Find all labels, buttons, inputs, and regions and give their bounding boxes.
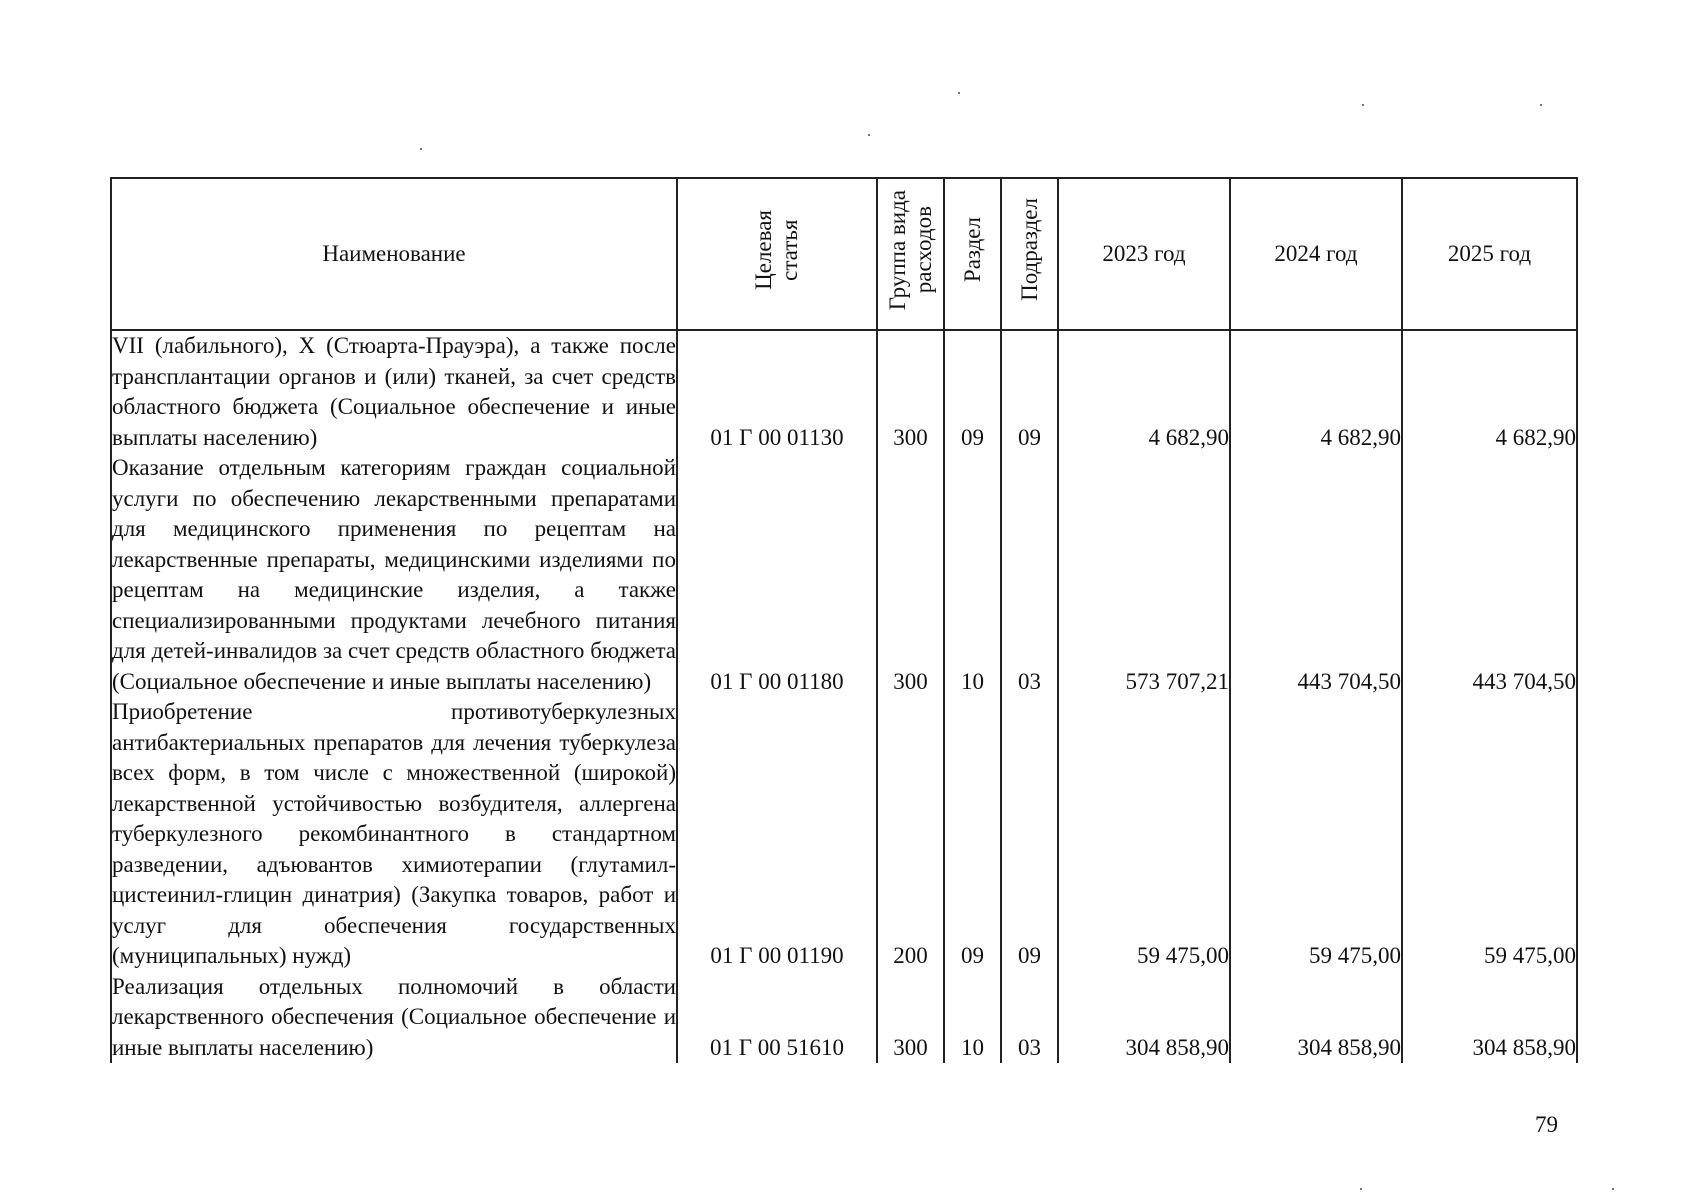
row-group: 300	[877, 330, 944, 453]
row-section: 09	[944, 330, 1001, 453]
header-2023: 2023 год	[1058, 178, 1230, 330]
scan-speck	[868, 134, 870, 136]
header-group: Группа вида расходов	[877, 178, 944, 330]
table-row	[111, 330, 1577, 453]
header-target: Целевая статья	[677, 178, 877, 330]
row-target: 01 Г 00 01130	[677, 330, 877, 453]
row-section: 10	[944, 972, 1001, 1064]
row-2023: 59 475,00	[1058, 697, 1230, 972]
row-name: Реализация отдельных полномочий в области лекарственного обеспечения (Социальное обеспечение и иные выплаты населению)	[111, 972, 677, 1064]
row-section: 10	[944, 453, 1001, 697]
row-2024: 304 858,90	[1230, 972, 1402, 1064]
row-target: 01 Г 00 01180	[677, 453, 877, 697]
row-2024: 59 475,00	[1230, 697, 1402, 972]
scan-speck	[958, 92, 960, 94]
header-2025: 2025 год	[1402, 178, 1577, 330]
row-2023: 4 682,90	[1058, 330, 1230, 453]
row-group: 300	[877, 972, 944, 1064]
row-2024: 443 704,50	[1230, 453, 1402, 697]
row-group: 200	[877, 697, 944, 972]
table-row	[111, 453, 1577, 697]
row-2023: 304 858,90	[1058, 972, 1230, 1064]
row-2025: 304 858,90	[1402, 972, 1577, 1064]
row-target: 01 Г 00 01190	[677, 697, 877, 972]
row-2025: 59 475,00	[1402, 697, 1577, 972]
scan-speck	[1360, 1188, 1362, 1190]
scan-speck	[420, 148, 422, 150]
row-subsection: 09	[1001, 330, 1058, 453]
row-subsection: 03	[1001, 453, 1058, 697]
header-name: Наименование	[111, 178, 677, 330]
page-number: 79	[1535, 1112, 1558, 1137]
header-section: Раздел	[944, 178, 1001, 330]
budget-table-container	[110, 177, 1576, 1063]
header-subsection: Подраздел	[1001, 178, 1058, 330]
header-2024: 2024 год	[1230, 178, 1402, 330]
row-2023: 573 707,21	[1058, 453, 1230, 697]
table-row	[111, 972, 1577, 1064]
scan-speck	[1362, 104, 1364, 106]
scan-speck	[1612, 1188, 1614, 1190]
row-name: VII (лабильного), X (Стюарта-Прауэра), а также после трансплантации органов и (или) тканей, за счет средств областного бюджета (Социальное обеспечение и иные выплаты населению)	[111, 330, 677, 453]
row-group: 300	[877, 453, 944, 697]
table-row	[111, 697, 1577, 972]
row-target: 01 Г 00 51610	[677, 972, 877, 1064]
row-name: Приобретение противотуберкулезных антибактериальных препаратов для лечения туберкулеза всех форм, в том числе с множественной (широкой) лекарственной устойчивостью возбудителя, аллергена туберкулезного рекомбинантного в стандартном разведении, адъювантов химиотерапии (глутамил-цистеинил-глицин динатрия) (Закупка товаров, работ и услуг для обеспечения государственных (муниципальных) нужд)	[111, 697, 677, 972]
row-2025: 443 704,50	[1402, 453, 1577, 697]
row-2024: 4 682,90	[1230, 330, 1402, 453]
row-subsection: 03	[1001, 972, 1058, 1064]
row-2025: 4 682,90	[1402, 330, 1577, 453]
scan-speck	[1540, 104, 1542, 106]
budget-table	[110, 177, 1578, 1063]
row-section: 09	[944, 697, 1001, 972]
row-name: Оказание отдельным категориям граждан социальной услуги по обеспечению лекарственными препаратами для медицинского применения по рецептам на лекарственные препараты, медицинскими изделиями по рецептам на медицинские изделия, а также специализированными продуктами лечебного питания для детей-инвалидов за счет средств областного бюджета (Социальное обеспечение и иные выплаты населению)	[111, 453, 677, 697]
row-subsection: 09	[1001, 697, 1058, 972]
header-row	[111, 178, 1577, 330]
